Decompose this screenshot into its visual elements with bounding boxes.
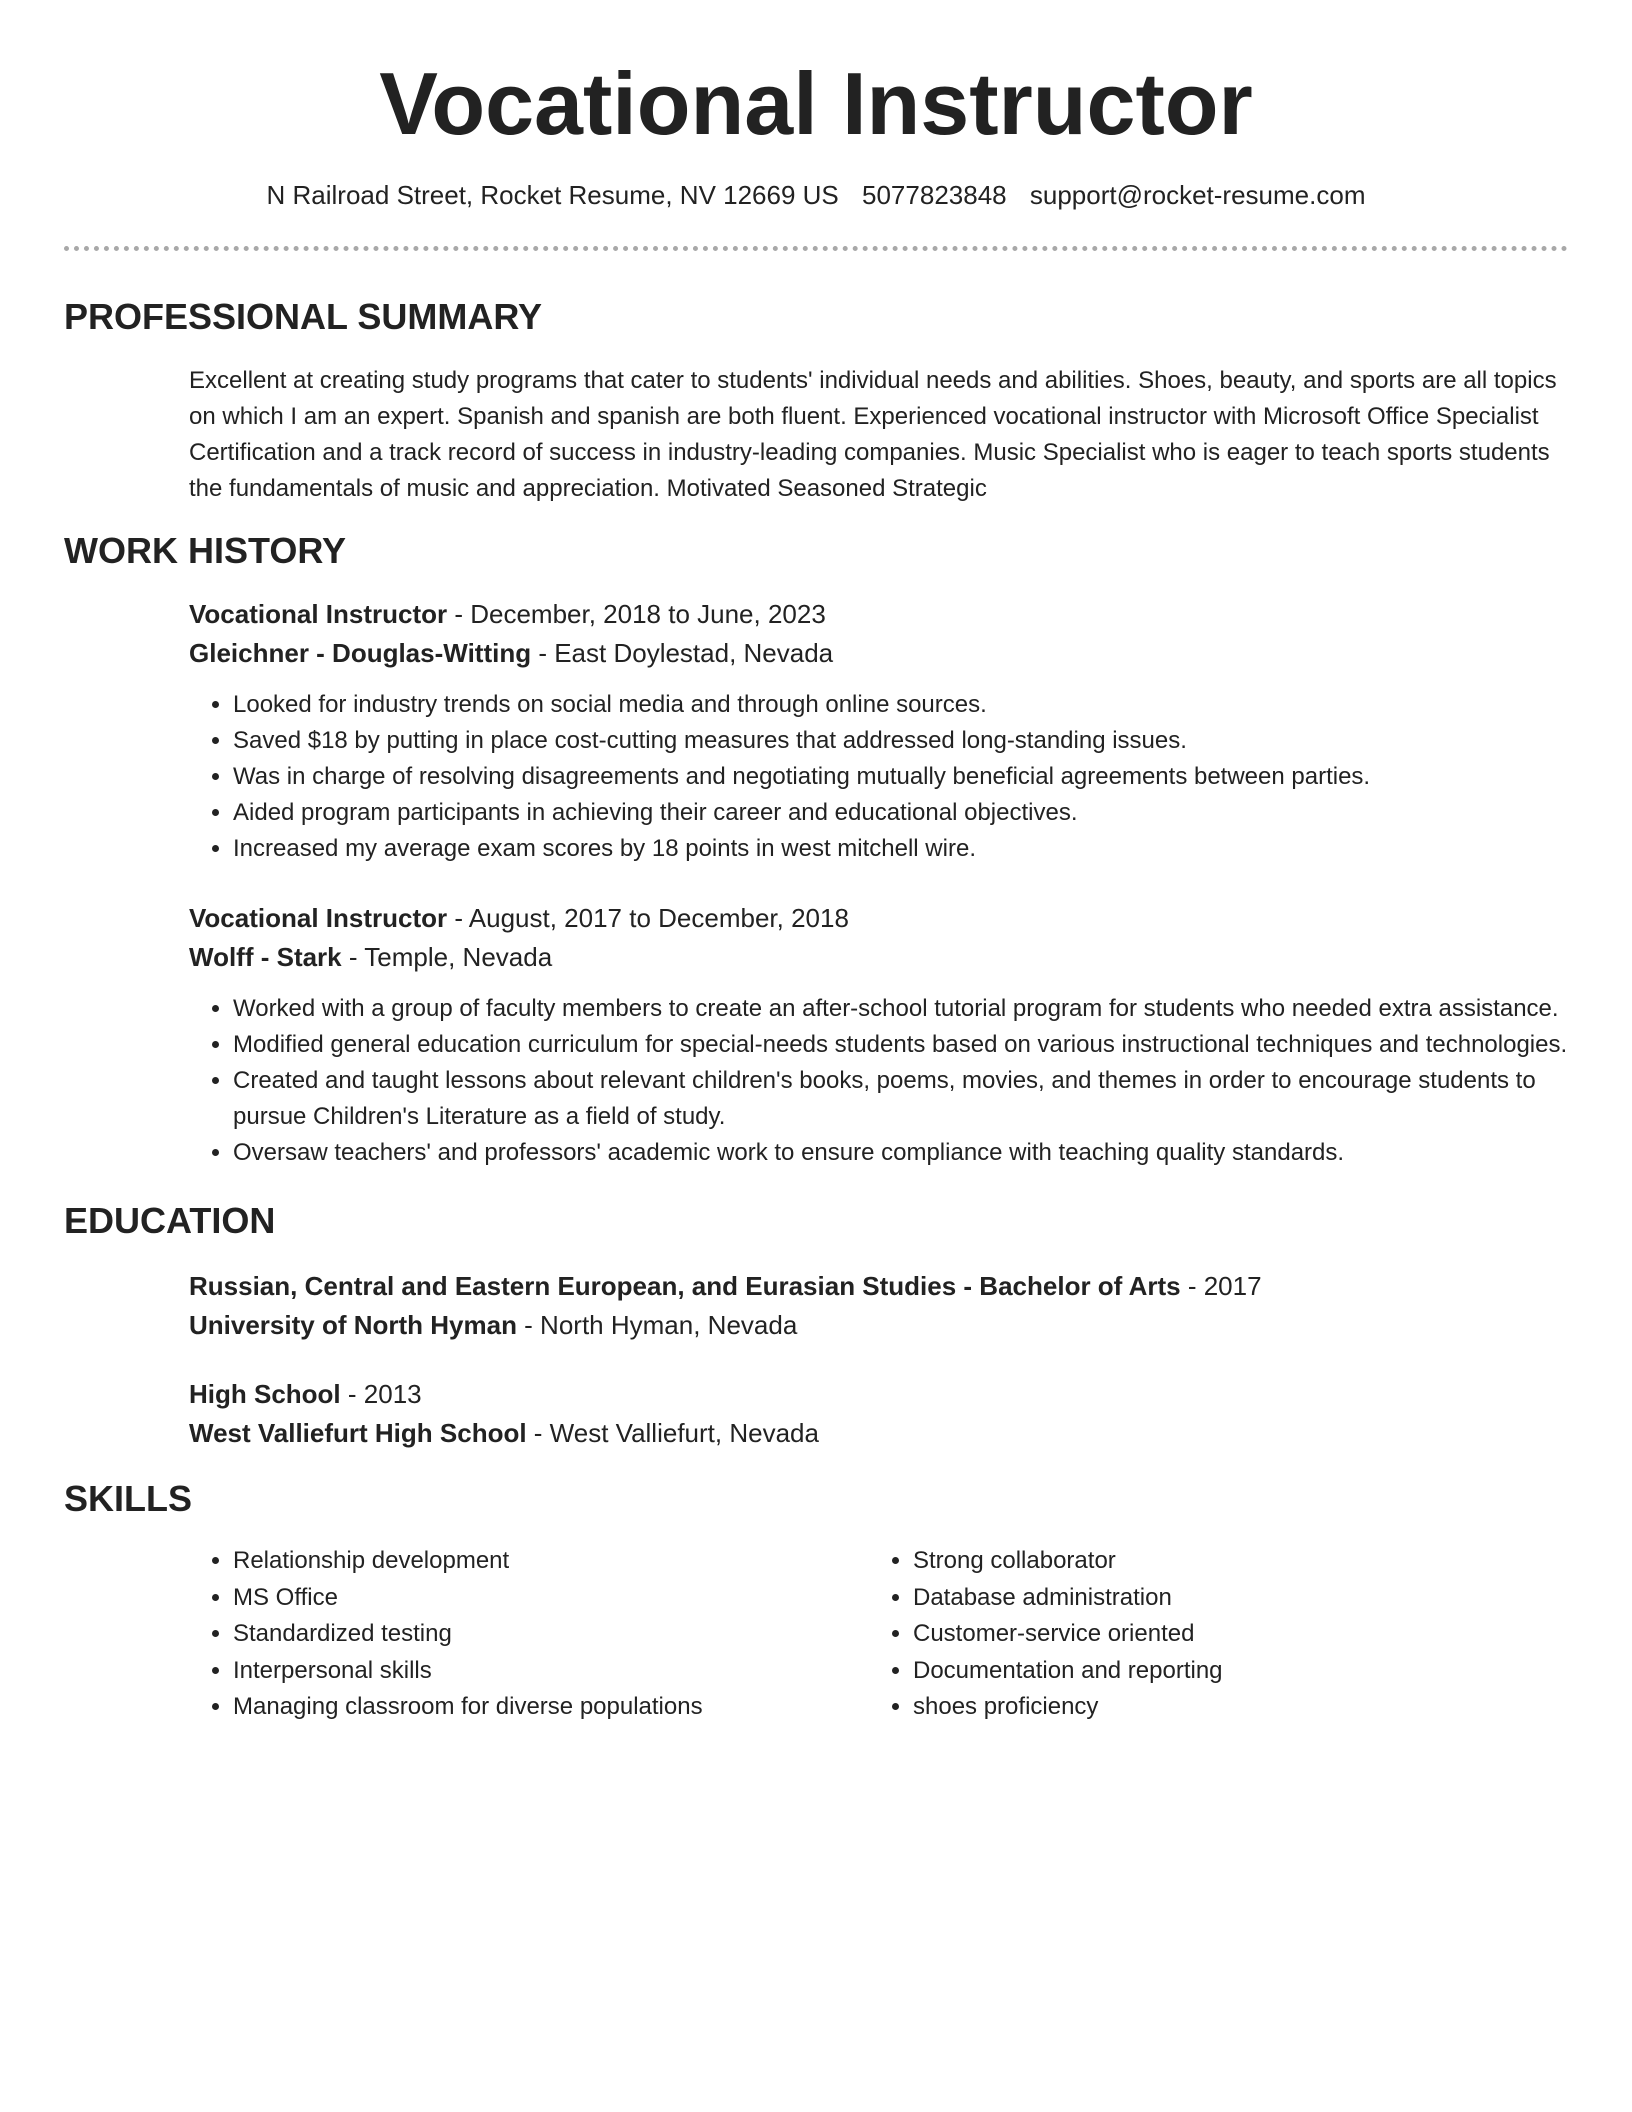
summary-heading: PROFESSIONAL SUMMARY — [64, 296, 543, 337]
job-entry — [189, 899, 1568, 1171]
education-entry — [189, 1267, 1568, 1345]
skill-item: • Strong collaborator — [913, 1543, 1549, 1580]
job-dates: - December, 2018 to June, 2023 — [447, 599, 826, 629]
skills-list — [869, 1543, 1549, 1726]
skill-item: • Managing classroom for diverse populations — [233, 1689, 869, 1726]
skills-column-right — [869, 1543, 1549, 1726]
education-school: West Valliefurt High School — [189, 1418, 527, 1448]
job-duty: • Was in charge of resolving disagreements and negotiating mutually beneficial agreements between parties. — [233, 759, 1568, 795]
education-location: - West Valliefurt, Nevada — [526, 1418, 819, 1448]
skill-item: • Database administration — [913, 1580, 1549, 1617]
education-year: - 2013 — [340, 1379, 422, 1409]
job-role-line — [189, 595, 1568, 634]
job-company: Gleichner - Douglas-Witting — [189, 638, 532, 668]
education-entry — [189, 1375, 1568, 1453]
skill-item: • Standardized testing — [233, 1616, 869, 1653]
education-degree-line — [189, 1375, 1568, 1414]
skill-item: • Relationship development — [233, 1543, 869, 1580]
job-company-line — [189, 634, 1568, 673]
job-location: - East Doylestad, Nevada — [531, 638, 834, 668]
job-duty: • Worked with a group of faculty members to create an after-school tutorial program for students who needed extra assistance. — [233, 991, 1568, 1027]
education-degree-line — [189, 1267, 1568, 1306]
skill-item: • Customer-service oriented — [913, 1616, 1549, 1653]
skills-heading: SKILLS — [64, 1478, 193, 1519]
education-degree: Russian, Central and Eastern European, and Eurasian Studies - Bachelor of Arts — [189, 1271, 1181, 1301]
job-duty: • Increased my average exam scores by 18 points in west mitchell wire. — [233, 831, 1568, 867]
job-company-line — [189, 938, 1568, 977]
skills-column-left — [189, 1543, 869, 1726]
education-school-line — [189, 1306, 1568, 1345]
education-location: - North Hyman, Nevada — [516, 1310, 798, 1340]
job-company: Wolff - Stark — [189, 942, 342, 972]
job-dates: - August, 2017 to December, 2018 — [447, 903, 849, 933]
skill-item: • Interpersonal skills — [233, 1653, 869, 1690]
job-duty: • Oversaw teachers' and professors' academic work to ensure compliance with teaching quality standards. — [233, 1135, 1568, 1171]
job-entry — [189, 595, 1568, 867]
contact-address: N Railroad Street, Rocket Resume, NV 12669 US — [266, 180, 839, 210]
skills-grid — [189, 1543, 1568, 1726]
summary-text: Excellent at creating study programs that cater to students' individual needs and abilities. Shoes, beauty, and sports are all topics on which I am an expert. Spanish and spanish are both fluent. Experienced vocational instructor with Microsoft Office Specialist Certification and a track record of success in industry-leading companies. Music Specialist who is eager to teach sports students the fundamentals of music and appreciation. Motivated Seasoned Strategic — [189, 367, 1557, 502]
header-divider — [64, 246, 1568, 251]
job-role: Vocational Instructor — [189, 599, 448, 629]
education-degree: High School — [189, 1379, 341, 1409]
job-role: Vocational Instructor — [189, 903, 448, 933]
work-history-heading: WORK HISTORY — [64, 530, 347, 571]
job-duty: • Saved $18 by putting in place cost-cutting measures that addressed long-standing issues. — [233, 723, 1568, 759]
job-duties — [189, 991, 1568, 1171]
contact-line — [64, 178, 1568, 212]
contact-phone: 5077823848 — [862, 180, 1007, 210]
skill-item: • Documentation and reporting — [913, 1653, 1549, 1690]
job-location: - Temple, Nevada — [341, 942, 553, 972]
skill-item: • shoes proficiency — [913, 1689, 1549, 1726]
job-role-line — [189, 899, 1568, 938]
job-duty: • Created and taught lessons about relevant children's books, poems, movies, and themes in order to encourage students to pursue Children's Literature as a field of study. — [233, 1063, 1568, 1135]
job-duties — [189, 687, 1568, 867]
resume-title: Vocational Instructor — [379, 54, 1253, 153]
job-duty: • Modified general education curriculum for special-needs students based on various instructional techniques and technologies. — [233, 1027, 1568, 1063]
education-school-line — [189, 1414, 1568, 1453]
skills-list — [189, 1543, 869, 1726]
job-duty: • Aided program participants in achieving their career and educational objectives. — [233, 795, 1568, 831]
skill-item: • MS Office — [233, 1580, 869, 1617]
job-duty: • Looked for industry trends on social media and through online sources. — [233, 687, 1568, 723]
education-school: University of North Hyman — [189, 1310, 517, 1340]
contact-email: support@rocket-resume.com — [1029, 180, 1366, 210]
education-year: - 2017 — [1180, 1271, 1262, 1301]
education-heading: EDUCATION — [64, 1200, 276, 1241]
